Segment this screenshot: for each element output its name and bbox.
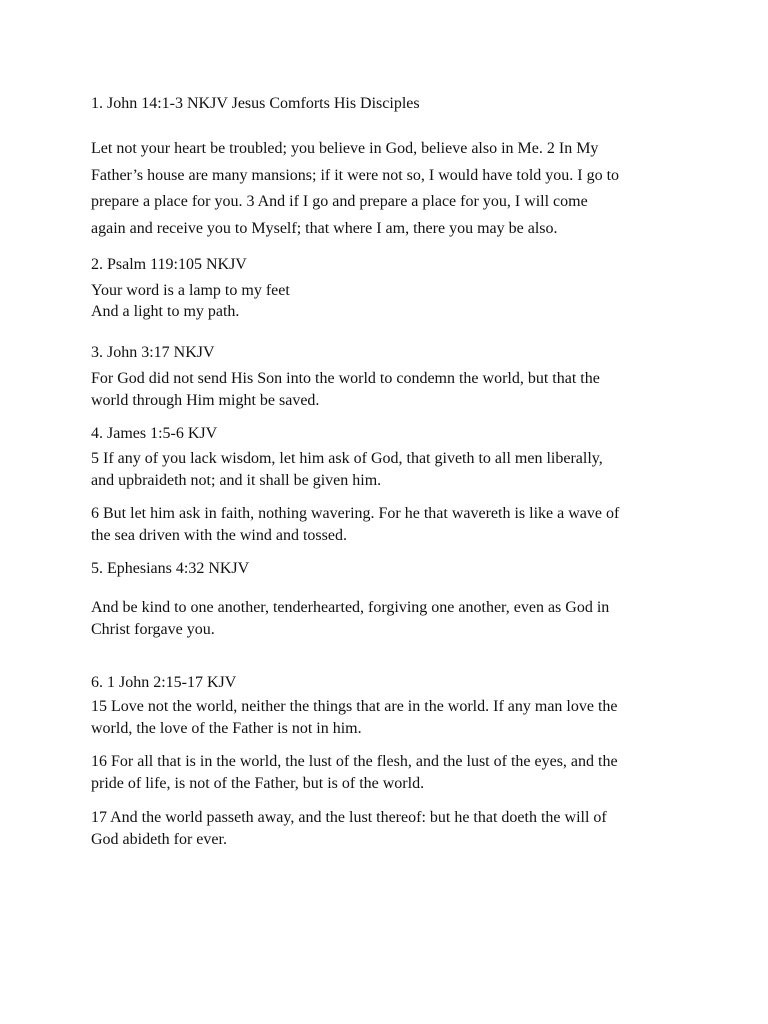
heading-text: 4. James 1:5-6 KJV — [91, 425, 218, 442]
verse-line: And be kind to one another, tenderhearted, forgiving one another, even as God in — [91, 599, 610, 616]
verse-line: world through Him might be saved. — [91, 392, 320, 409]
heading-text: 1. John 14:1-3 NKJV Jesus Comforts His Disciples — [91, 95, 420, 112]
passage-6-paragraph-1 — [91, 696, 691, 740]
passage-2-heading — [91, 254, 691, 276]
heading-text: 2. Psalm 119:105 NKJV — [91, 256, 247, 273]
heading-text: 5. Ephesians 4:32 NKJV — [91, 560, 250, 577]
verse-line: And a light to my path. — [91, 303, 240, 320]
passage-4-paragraph-2 — [91, 503, 691, 547]
heading-text: 3. John 3:17 NKJV — [91, 344, 215, 361]
verse-line: Let not your heart be troubled; you believe in God, believe also in Me. 2 In My — [91, 140, 599, 157]
verse-line: Your word is a lamp to my feet — [91, 282, 290, 299]
verse-line: Father’s house are many mansions; if it were not so, I would have told you. I go to — [91, 166, 620, 184]
verse-line: 5 If any of you lack wisdom, let him ask of God, that giveth to all men liberally, — [91, 450, 603, 467]
passage-6-heading — [91, 672, 691, 694]
heading-text: 6. 1 John 2:15-17 KJV — [91, 674, 237, 691]
verse-line: and upbraideth not; and it shall be given him. — [91, 472, 382, 489]
passage-1-heading — [91, 93, 691, 115]
verse-line: 16 For all that is in the world, the lust of the flesh, and the lust of the eyes, and the — [91, 753, 618, 770]
verse-line: God abideth for ever. — [91, 831, 227, 848]
verse-line: again and receive you to Myself; that where I am, there you may be also. — [91, 219, 558, 237]
verse-line: pride of life, is not of the Father, but is of the world. — [91, 775, 425, 792]
verse-line: 15 Love not the world, neither the things that are in the world. If any man love the — [91, 698, 618, 715]
verse-line: world, the love of the Father is not in him. — [91, 720, 362, 737]
passage-4-paragraph-1 — [91, 448, 691, 492]
verse-line: prepare a place for you. 3 And if I go and prepare a place for you, I will come — [91, 193, 588, 210]
verse-line: 17 And the world passeth away, and the lust thereof: but he that doeth the will of — [91, 809, 607, 826]
verse-line: 6 But let him ask in faith, nothing wavering. For he that wavereth is like a wave of — [91, 505, 620, 522]
passage-5-paragraph — [91, 597, 691, 641]
passage-6-paragraph-2 — [91, 751, 691, 795]
verse-line: Christ forgave you. — [91, 621, 215, 638]
passage-6-paragraph-3 — [91, 807, 691, 851]
passage-4-heading — [91, 423, 691, 445]
passage-1-paragraph — [91, 136, 691, 242]
verse-line: For God did not send His Son into the world to condemn the world, but that the — [91, 370, 600, 387]
passage-3-heading — [91, 342, 691, 364]
passage-2-paragraph — [91, 280, 691, 322]
passage-3-paragraph — [91, 368, 691, 412]
passage-5-heading — [91, 558, 691, 580]
verse-line: the sea driven with the wind and tossed. — [91, 527, 347, 544]
